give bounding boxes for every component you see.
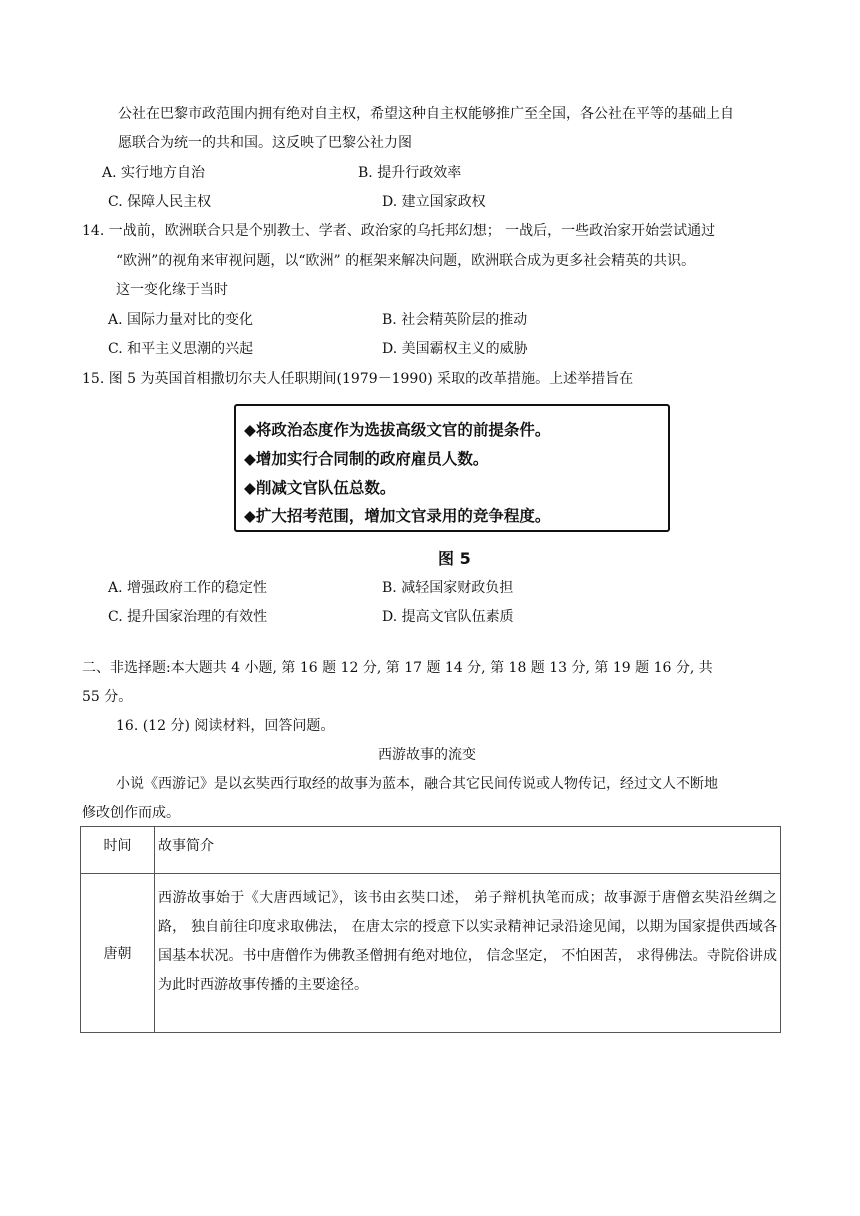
q13-option-a: A. 实行地方自治 xyxy=(102,165,206,181)
table-header-time xyxy=(81,827,155,874)
story-table xyxy=(80,826,781,1033)
q16-material-title: 西游故事的流变 xyxy=(378,747,476,763)
figure-item-1: ◆将政治态度作为选拔高级文官的前提条件。 xyxy=(244,421,551,439)
q15-option-b: B. 减轻国家财政负担 xyxy=(382,580,514,596)
table-header-row xyxy=(81,827,781,874)
figure-caption: 图 5 xyxy=(438,549,471,568)
q16-stem: 16. (12 分) 阅读材料，回答问题。 xyxy=(116,718,335,734)
table-header-story-label: 故事简介 xyxy=(158,838,214,854)
q14-option-a: A. 国际力量对比的变化 xyxy=(108,312,254,328)
q14-stem-line1: 14. 一战前，欧洲联合只是个别教士、学者、政治家的乌托邦幻想； 一战后，一些政治家开始尝试通过 xyxy=(82,223,716,239)
section2-heading-line2: 55 分。 xyxy=(82,689,133,705)
table-cell-story: 西游故事始于《大唐西域记》，该书由玄奘口述， 弟子辩机执笔而成；故事源于唐僧玄奘沿丝绸之路， 独自前往印度求取佛法， 在唐太宗的授意下以实录精神记录沿途见闻，以期为国家提供西域各国基本状况。书中唐僧作为佛教圣僧拥有绝对地位， 信念坚定， 不怕困苦， 求得佛法。寺院俗讲成为此时西游故事传播的主要途径。 xyxy=(155,874,781,1033)
table-header-story xyxy=(155,827,781,874)
q13-option-b: B. 提升行政效率 xyxy=(358,165,462,181)
q14-option-b: B. 社会精英阶层的推动 xyxy=(382,312,528,328)
q15-option-d: D. 提高文官队伍素质 xyxy=(382,609,514,625)
q14-stem-line2: “欧洲”的视角来审视问题，以“欧洲” 的框架来解决问题，欧洲联合成为更多社会精英的共识。 xyxy=(116,253,696,269)
q16-intro-line1: 小说《西游记》是以玄奘西行取经的故事为蓝本，融合其它民间传说或人物传记，经过文人不断地 xyxy=(116,776,718,792)
q16-intro-line2: 修改创作而成。 xyxy=(82,805,180,821)
q14-option-d: D. 美国霸权主义的威胁 xyxy=(382,341,528,357)
figure-item-2: ◆增加实行合同制的政府雇员人数。 xyxy=(244,450,489,468)
q13-option-c: C. 保障人民主权 xyxy=(108,194,212,210)
q13-stem-line2: 愿联合为统一的共和国。这反映了巴黎公社力图 xyxy=(118,135,412,151)
figure-5-box xyxy=(234,404,670,532)
figure-item-4: ◆扩大招考范围，增加文官录用的竞争程度。 xyxy=(244,507,551,525)
q15-stem: 15. 图 5 为英国首相撒切尔夫人任职期间(1979－1990) 采取的改革措施。上述举措旨在 xyxy=(82,371,634,387)
q14-stem-line3: 这一变化缘于当时 xyxy=(116,282,228,298)
q13-stem-line1: 公社在巴黎市政范围内拥有绝对自主权，希望这种自主权能够推广至全国，各公社在平等的基础上自 xyxy=(118,106,734,122)
q15-option-a: A. 增强政府工作的稳定性 xyxy=(108,580,268,596)
table-cell-time: 唐朝 xyxy=(81,874,155,1033)
table-header-time-label: 时间 xyxy=(103,838,132,854)
q15-option-c: C. 提升国家治理的有效性 xyxy=(108,609,268,625)
q14-option-c: C. 和平主义思潮的兴起 xyxy=(108,341,254,357)
figure-item-3: ◆削减文官队伍总数。 xyxy=(244,479,396,497)
table-row xyxy=(81,874,781,1033)
section2-heading-line1: 二、非选择题:本大题共 4 小题, 第 16 题 12 分, 第 17 题 14 分, 第 18 题 13 分, 第 19 题 16 分, 共 xyxy=(82,660,713,676)
q13-option-d: D. 建立国家政权 xyxy=(382,194,486,210)
